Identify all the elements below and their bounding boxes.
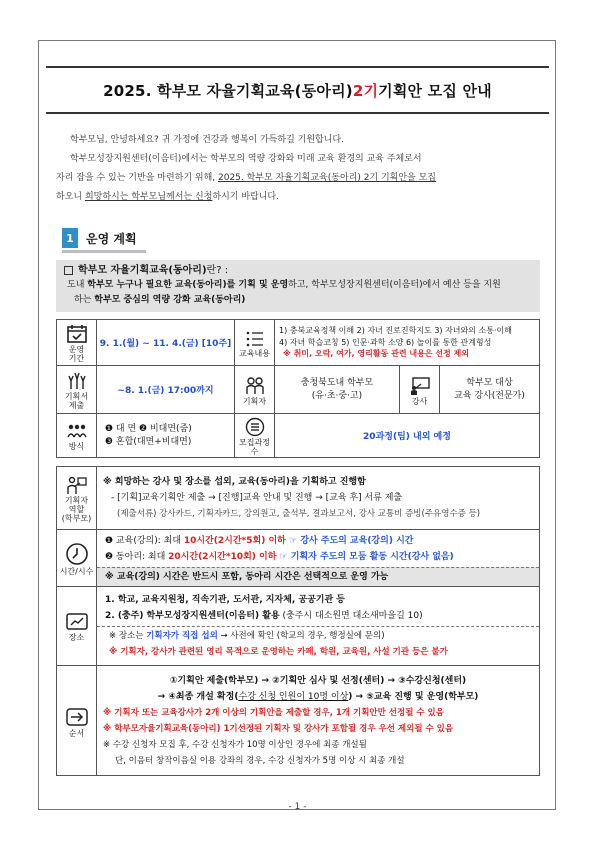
intro-paragraph [56,131,538,207]
intro-line: 학부모님, 안녕하세요? 귀 가정에 건강과 행복이 가득하길 기원합니다. [70,135,344,145]
place-note-highlight: 기획자가 직접 섭외 [146,631,218,641]
time-text: ❶ 교육(강의): 최대 [105,536,184,546]
definition-text: 하는 [74,295,95,305]
content-label: 교육내용 [239,348,270,358]
time-label: 시간/시수 [59,567,94,576]
definition-bold: 학부모 중심의 역량 강화 교육(동아리) [94,295,246,305]
period-cell [57,320,97,366]
definition-bold: 학부모 누구나 필요한 교육(동아리)를 기획 및 운영 [87,280,289,290]
submit-value: ~8. 1.(금) 17:00까지 [97,366,235,414]
group-icon [66,423,88,441]
time-limit: 10시간(2시간*5회) 이하 [183,536,286,546]
period-value: 9. 1.(월) ~ 11. 4.(금) [10주] [97,320,235,366]
definition-text: 하고, 학부모성장지원센터(이음터)에서 예산 등을 지원 [288,280,501,290]
content-cell [235,320,275,366]
role-label: 기획자 역할 (학부모) [61,496,92,523]
recruit-value: 20과정(팀) 내외 예정 [275,414,540,458]
people-icon [244,376,266,396]
planner-cell [235,366,275,414]
planner-value: 충청북도내 학부모 (유·초·중·고) [275,366,400,414]
details-table [56,466,540,776]
presenter-icon [409,376,431,396]
title-text-end: 기획안 모집 안내 [378,81,492,100]
content-line: 1) 충북교육정책 이해 2) 자녀 진로진학지도 3) 자녀와의 소통·이해 [279,326,512,336]
section-number: 1 [62,228,78,248]
order-step-condition: 수강 신청 인원이 10명 이상 [238,692,349,702]
instructor-value: 학부모 대상 교육 강사(전문가) [440,366,540,414]
section-title: 운영 계획 [86,231,137,246]
section-underline [62,250,146,253]
title-highlight: 2기 [352,81,379,100]
order-note: 단, 이음터 창작이음실 이용 강좌의 경우, 수강 신청자가 5명 이상 시 최종 개설 [115,756,405,766]
checkbox-icon [64,266,73,275]
place-label: 장소 [68,633,85,642]
submit-label: 기획서 제출 [64,392,89,410]
page-number: - 1 - [288,802,307,812]
time-limit: 20시간(2시간*10회) 이하 [168,552,277,562]
order-cell [57,666,97,776]
role-line: - [기획]교육기획안 제출 → [진행]교육 안내 및 진행 → [교육 후] 서류 제출 [111,493,403,503]
section-heading [62,228,137,248]
arrow-box-icon [65,706,89,728]
order-note: ※ 수강 신청자 모집 후, 수강 신청자가 10명 이상인 경우에 최종 개설됨 [103,740,367,750]
role-line: ※ 희망하는 강사 및 장소를 섭외, 교육(동아리)을 기획하고 진행함 [103,477,366,487]
order-content [97,666,540,776]
method-label: 방식 [68,441,85,451]
role-cell [57,467,97,530]
place-address: (충주시 대소원면 대소새마을길 10) [279,611,423,621]
list-icon [245,330,265,348]
definition-heading-suffix: 란? : [206,265,229,276]
order-step-text: → ④최종 개설 확정( [157,692,239,702]
intro-underline: 2025. 학부모 자율기획교육(동아리) 2기 기획안을 모집 [218,173,437,183]
definition-box [56,260,540,312]
role-content [97,467,540,530]
place-line-bold: 2. (충주) 학부모성장지원센터(이음터) 활용 [105,611,280,621]
intro-line: 학부모성장지원센터(이음터)에서는 학부모의 역량 강화와 미래 교육 환경의 교육 주체로서 [70,154,422,164]
role-line: (제출서류) 강사카드, 기획자카드, 강의원고, 출석부, 결과보고서, 강사 교통비 증빙(주유영수증 등) [117,509,481,519]
order-step: ①기획안 제출(학부모) → ②기획안 심사 및 선정(센터) → ③수강신청(센터) [169,676,467,686]
place-note-text: ※ 장소는 [109,631,147,641]
method-cell [57,414,97,458]
title-text: 2025. 학부모 자율기획교육(동아리) [103,81,353,100]
hands-raised-icon [67,371,87,391]
page-title [46,66,549,114]
method-option: ❶ 대 면 ❷ 비대면(줌) [105,423,192,434]
intro-text: 자리 잡을 수 있는 기반을 마련하기 위해, [56,173,218,183]
order-note-warning: ※ 기획자 또는 교육강사가 2개 이상의 기획안을 제출할 경우, 1개 기획안만 선정될 수 있음 [103,708,444,718]
time-desc: ☞ 강사 주도의 교육(강의) 시간 [285,536,414,546]
time-content [97,530,540,587]
period-label: 운영 기간 [68,345,85,363]
place-note-warning: ※ 기획자, 강사가 관련된 영리 목적으로 운영하는 카페, 학원, 교육원, 사설 기관 등은 불가 [109,647,448,657]
time-note: ※ 교육(강의) 시간은 반드시 포함, 동아리 시간은 선택적으로 운영 가능 [97,567,539,586]
circle-list-icon [245,417,265,437]
intro-underline: 희망하시는 학부모님께서는 신청 [84,192,213,202]
time-text: ❷ 동아리: 최대 [105,552,169,562]
definition-text: 도내 [67,280,88,290]
place-cell [57,587,97,666]
calendar-icon [66,324,88,344]
lecturer-icon [66,475,88,495]
recruit-cell [235,414,275,458]
instructor-label: 강사 [411,396,428,406]
place-line: 1. 학교, 교육지원청, 직속기관, 도서관, 지자체, 공공기관 등 [105,595,345,605]
method-option: ❸ 혼합(대면+비대면) [105,436,192,447]
place-content [97,587,540,666]
place-note-text: → 사전에 확인 (학교의 경우, 행정실에 문의) [217,631,385,641]
content-note: ※ 취미, 오락, 여가, 영리활동 관련 내용은 선정 제외 [283,349,470,359]
time-cell [57,530,97,587]
content-line: 4) 자녀 학습코칭 5) 인문·과학 소양 6) 놀이를 통한 관계형성 [279,337,492,347]
chart-board-icon [65,612,89,632]
intro-text: 하시기 바랍니다. [212,192,279,202]
planner-label: 기획자 [242,396,267,406]
submit-cell [57,366,97,414]
overview-grid [56,319,540,458]
time-desc: ☞ 기획자 주도의 모둠 활동 시간(강사 없음) [276,552,454,562]
intro-text: 하오니 [56,192,85,202]
instructor-cell [400,366,440,414]
order-note-warning: ※ 학부모자율기획교육(동아리) 1기선정된 기획자 및 강사가 포함될 경우 우선 제외될 수 있음 [103,724,454,734]
definition-heading: 학부모 자율기획교육(동아리) [78,265,207,276]
clock-icon [65,542,89,566]
order-label: 순서 [68,728,85,738]
order-step-text: ) → ⑤교육 진행 및 운영(학부모) [348,692,479,702]
content-value [275,320,540,366]
method-value [97,414,235,458]
recruit-label: 모집과정 수 [239,438,270,456]
